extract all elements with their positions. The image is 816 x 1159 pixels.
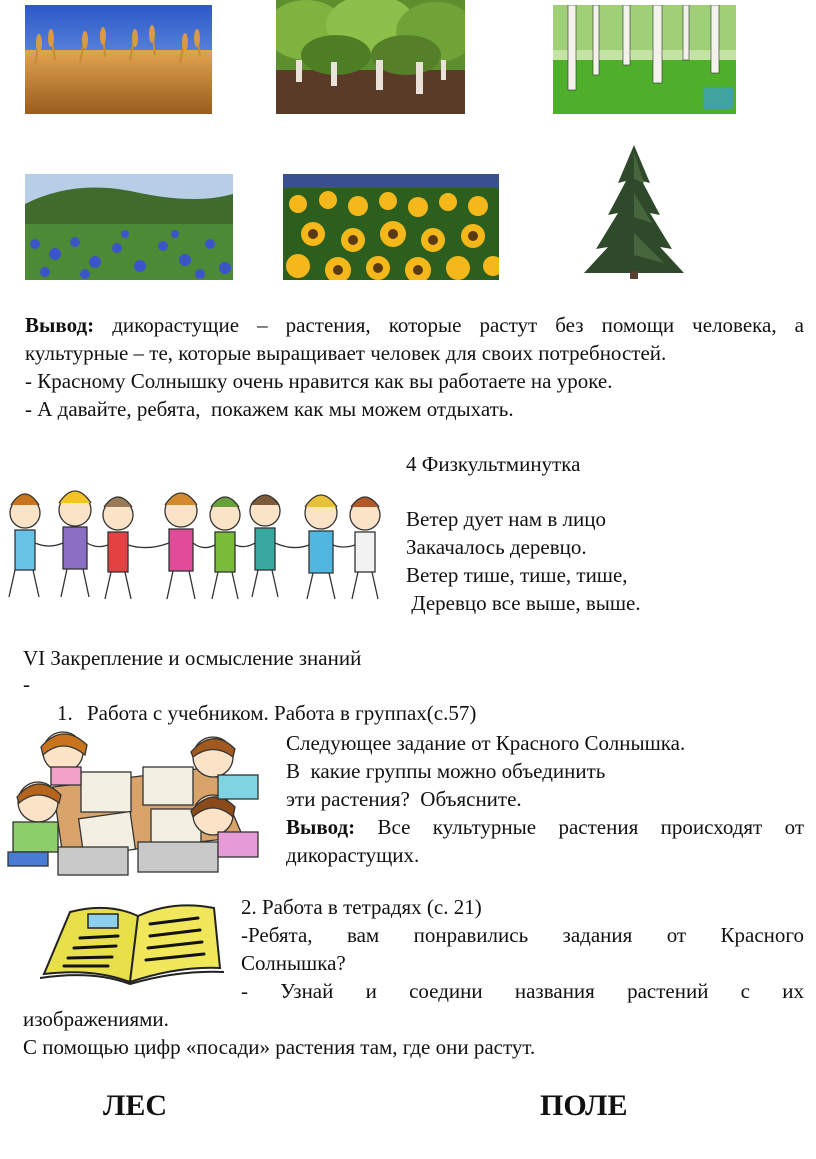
poem-line-1: Ветер дует нам в лицо (406, 507, 606, 531)
section-dash: - (23, 672, 30, 696)
task-conclusion-line-2: дикорастущих. (286, 843, 420, 867)
notebook-line-4: изображениями. (23, 1007, 169, 1031)
task-conclusion-line-1 (286, 813, 804, 841)
task-line-3: эти растения? Объясните. (286, 787, 522, 811)
poem-line-4: Деревцо все выше, выше. (406, 591, 641, 615)
birch-grove-photo (553, 5, 736, 114)
field-label: ПОЛЕ (540, 1089, 628, 1122)
task-line-2: В какие группы можно объединить (286, 759, 606, 783)
conclusion-line-3: - Красному Солнышку очень нравится как вы работаете на уроке. (25, 369, 613, 393)
physminute-title: 4 Физкультминутка (406, 452, 581, 476)
notebook-title: 2. Работа в тетрадях (с. 21) (241, 895, 482, 919)
notebook-line-2: Солнышка? (241, 951, 346, 975)
open-book-illustration (38, 894, 226, 986)
conclusion-label: Вывод: (25, 313, 95, 337)
conclusion-line-2: культурные – те, которые выращивает человек для своих потребностей. (25, 341, 667, 365)
conclusion-line-1 (25, 311, 804, 339)
sunflower-field-photo (283, 174, 499, 280)
task-conclusion-text: Все культурные растения происходят от (377, 815, 805, 839)
notebook-line-1: -Ребята, вам понравились задания от Красного (241, 923, 804, 947)
conclusion-line-4: - А давайте, ребята, покажем как мы можем отдыхать. (25, 397, 514, 421)
item-1-text: Работа с учебником. Работа в группах(с.57) (87, 701, 477, 725)
bluebonnet-meadow-photo (25, 174, 233, 280)
conclusion-text-1: дикорастущие – растения, которые растут без помощи человека, а (112, 313, 804, 337)
item-1-number: 1. (57, 701, 73, 725)
forest-label: ЛЕС (103, 1089, 168, 1122)
task-conclusion-label: Вывод: (286, 815, 356, 839)
orchard-photo (276, 0, 465, 114)
poem-line-3: Ветер тише, тише, тише, (406, 563, 628, 587)
poem-line-2: Закачалось деревцо. (406, 535, 587, 559)
notebook-line-5: С помощью цифр «посади» растения там, где они растут. (23, 1035, 536, 1059)
kids-at-desk-illustration (3, 727, 267, 877)
notebook-line-3: - Узнай и соедини названия растений с их (241, 979, 804, 1003)
dancing-children-illustration (3, 475, 385, 605)
task-line-1: Следующее задание от Красного Солнышка. (286, 731, 686, 755)
fir-tree-photo (580, 143, 688, 280)
section-title: VI Закрепление и осмысление знаний (23, 646, 362, 670)
wheat-field-photo (25, 5, 212, 114)
